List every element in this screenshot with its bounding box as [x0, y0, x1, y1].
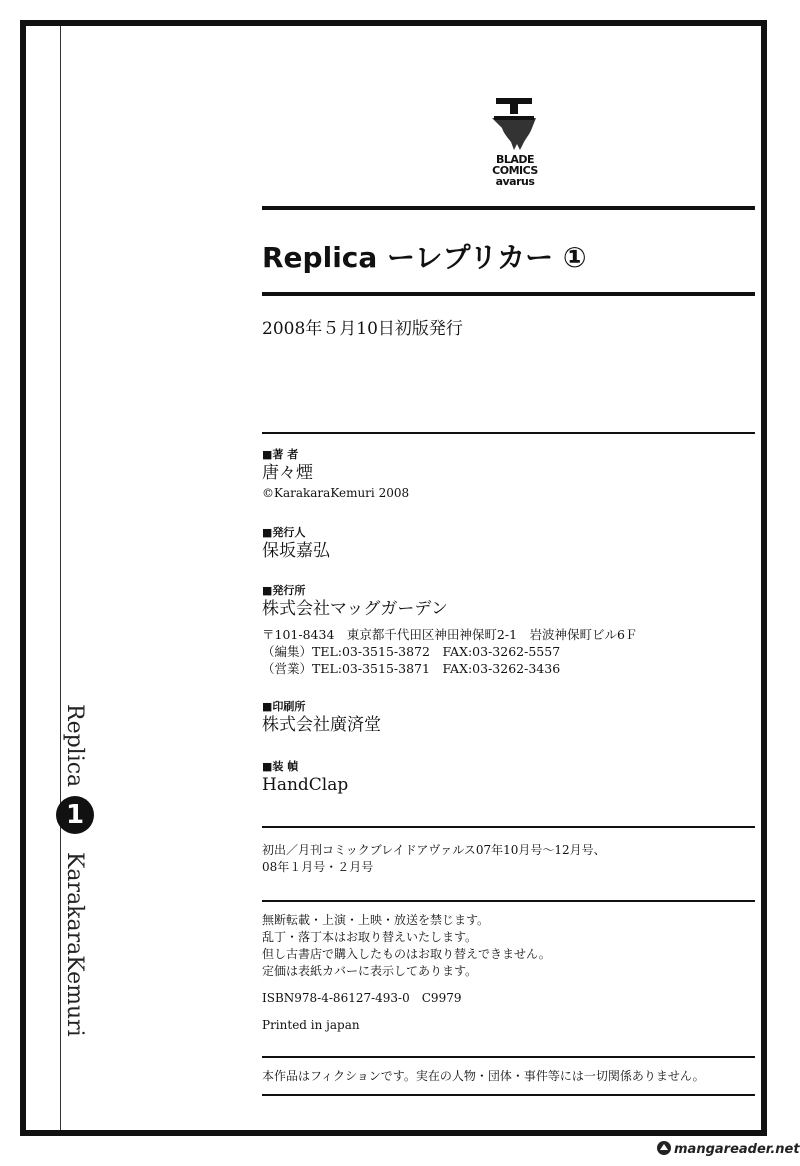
publisher-name: 株式会社マッグガーデン — [262, 599, 448, 619]
legal-line: 乱丁・落丁本はお取り替えいたします。 — [262, 930, 478, 944]
copyright-notice: ©KarakaraKemuri 2008 — [262, 486, 410, 500]
logo-wordmark — [484, 154, 546, 187]
printer-label: ■印刷所 — [262, 700, 306, 713]
spine-title: Replica — [62, 704, 87, 788]
printer-section — [262, 700, 755, 736]
book-title: Replica ーレプリカー ① — [262, 241, 587, 274]
spine-volume-badge: 1 — [56, 796, 94, 834]
spine-author: KarakaraKemuri — [62, 852, 87, 1037]
author-name: 唐々煙 — [262, 463, 313, 483]
logo-line: COMICS — [492, 164, 538, 177]
divider — [262, 432, 755, 434]
logo-line: avarus — [495, 175, 535, 188]
first-publication-line: 08年１月号・２月号 — [262, 860, 374, 874]
printed-in: Printed in japan — [262, 1018, 360, 1032]
logo-line: BLADE — [495, 153, 535, 166]
publisher-section — [262, 584, 755, 677]
editorial-contact: （編集）TEL:03-3515-3872 FAX:03-3262-5557 — [262, 644, 561, 659]
legal-line: 無断転載・上演・上映・放送を禁じます。 — [262, 913, 490, 927]
divider — [262, 826, 755, 828]
divider — [262, 206, 755, 210]
watermark-logo-icon — [656, 1140, 672, 1156]
publisher-person-label: ■発行人 — [262, 526, 306, 539]
legal-line: 但し古書店で購入したものはお取り替えできません。 — [262, 947, 551, 961]
divider — [262, 1056, 755, 1058]
publisher-address: 〒101-8434 東京都千代田区神田神保町2-1 岩波神保町ビル6Ｆ — [262, 627, 638, 642]
design-label: ■装 幀 — [262, 760, 299, 773]
printer-name: 株式会社廣済堂 — [262, 715, 381, 735]
fiction-disclaimer: 本作品はフィクションです。実在の人物・団体・事件等には一切関係ありません。 — [262, 1069, 705, 1083]
author-section — [262, 448, 755, 502]
legal-line: 定価は表紙カバーに表示してあります。 — [262, 964, 478, 978]
design-section — [262, 760, 755, 796]
publisher-label: ■発行所 — [262, 584, 306, 597]
watermark — [656, 1140, 800, 1162]
divider — [262, 900, 755, 902]
divider — [262, 292, 755, 296]
first-publication-line: 初出／月刊コミックブレイドアヴァルス07年10月号～12月号、 — [262, 843, 606, 857]
author-label: ■著 者 — [262, 448, 299, 461]
legal-notice — [262, 912, 755, 1034]
divider — [262, 1094, 755, 1096]
publish-date: 2008年５月10日初版発行 — [262, 319, 463, 339]
publisher-person-section — [262, 526, 755, 562]
publisher-person-name: 保坂嘉弘 — [262, 541, 330, 561]
isbn: ISBN978-4-86127-493-0 C9979 — [262, 991, 462, 1005]
watermark-text: mangareader.net — [674, 1142, 800, 1157]
design-name: HandClap — [262, 775, 349, 795]
sales-contact: （営業）TEL:03-3515-3871 FAX:03-3262-3436 — [262, 661, 561, 676]
first-publication — [262, 842, 755, 876]
